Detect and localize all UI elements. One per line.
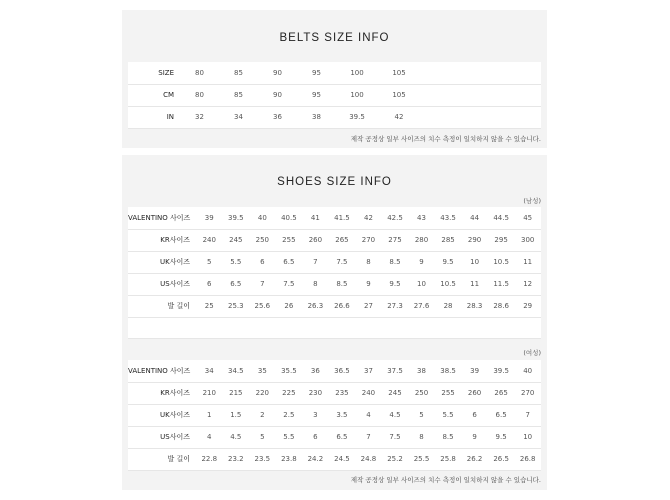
- table-row: [128, 360, 541, 382]
- table-cell: 7: [514, 404, 541, 426]
- table-cell: 10.5: [435, 273, 462, 295]
- table-cell: 11: [461, 273, 488, 295]
- table-cell: 2.5: [276, 404, 303, 426]
- table-row: [128, 62, 541, 84]
- table-cell: 36.5: [329, 360, 356, 382]
- table-cell: 26.8: [514, 448, 541, 470]
- table-cell: 8: [408, 426, 435, 448]
- table-cell: 22.8: [196, 448, 223, 470]
- table-cell: 265: [488, 382, 515, 404]
- table-cell: 8.5: [435, 426, 462, 448]
- row-label: KR사이즈: [128, 382, 196, 404]
- table-cell: 9: [461, 426, 488, 448]
- table-cell: 270: [514, 382, 541, 404]
- table-row: [128, 295, 541, 317]
- row-label: UK사이즈: [128, 251, 196, 273]
- row-label: SIZE: [128, 62, 180, 84]
- table-cell: 34.5: [223, 360, 250, 382]
- table-cell: 44.5: [488, 207, 515, 229]
- table-cell: 38.5: [435, 360, 462, 382]
- table-cell: 80: [180, 62, 219, 84]
- table-cell: 39: [196, 207, 223, 229]
- table-cell: 9: [408, 251, 435, 273]
- table-cell: 230: [302, 382, 329, 404]
- table-cell: 90: [258, 84, 297, 106]
- table-cell: 25.2: [382, 448, 409, 470]
- table-row: [128, 207, 541, 229]
- table-cell: 6: [302, 426, 329, 448]
- shoes-size-panel: [122, 155, 547, 490]
- table-cell: 280: [408, 229, 435, 251]
- table-cell: 27.6: [408, 295, 435, 317]
- table-cell: 28.6: [488, 295, 515, 317]
- table-spacer: [128, 317, 541, 339]
- table-cell: 240: [196, 229, 223, 251]
- table-cell: 2: [249, 404, 276, 426]
- table-cell: 23.5: [249, 448, 276, 470]
- table-cell: 41.5: [329, 207, 356, 229]
- row-label: KR사이즈: [128, 229, 196, 251]
- row-label: US사이즈: [128, 273, 196, 295]
- table-cell: 5.5: [276, 426, 303, 448]
- table-cell: 6.5: [488, 404, 515, 426]
- table-cell: 24.5: [329, 448, 356, 470]
- table-row: [128, 251, 541, 273]
- table-cell: 9.5: [382, 273, 409, 295]
- table-cell: 95: [297, 84, 336, 106]
- table-cell: 220: [249, 382, 276, 404]
- table-cell: 85: [219, 84, 258, 106]
- table-cell: 235: [329, 382, 356, 404]
- table-cell: 240: [355, 382, 382, 404]
- table-cell: 43.5: [435, 207, 462, 229]
- table-cell: 36: [258, 106, 297, 128]
- table-cell: 10: [408, 273, 435, 295]
- table-cell: 39.5: [223, 207, 250, 229]
- table-cell: 34: [219, 106, 258, 128]
- table-cell: 42: [355, 207, 382, 229]
- table-cell: 4.5: [223, 426, 250, 448]
- belts-title: BELTS SIZE INFO: [279, 32, 390, 44]
- men-label: (남성): [523, 197, 541, 205]
- table-cell: 100: [336, 84, 378, 106]
- row-label: VALENTINO 사이즈: [128, 207, 196, 229]
- table-cell: 4: [355, 404, 382, 426]
- table-cell: 250: [249, 229, 276, 251]
- table-cell: 41: [302, 207, 329, 229]
- table-cell: 6: [461, 404, 488, 426]
- belts-note: 제작 공정상 일부 사이즈의 치수 측정이 일치하지 않을 수 있습니다.: [350, 135, 541, 143]
- table-cell: 37: [355, 360, 382, 382]
- table-cell: 40: [514, 360, 541, 382]
- table-cell: 29: [514, 295, 541, 317]
- table-cell: 28.3: [461, 295, 488, 317]
- table-cell-empty: [420, 62, 541, 84]
- table-cell-empty: [420, 84, 541, 106]
- table-cell: 10: [461, 251, 488, 273]
- table-cell: 8: [355, 251, 382, 273]
- table-cell: 105: [378, 62, 420, 84]
- table-cell: 215: [223, 382, 250, 404]
- table-cell: 40.5: [276, 207, 303, 229]
- table-cell: 295: [488, 229, 515, 251]
- table-cell: 7: [249, 273, 276, 295]
- table-cell: 25: [196, 295, 223, 317]
- table-cell: 5: [249, 426, 276, 448]
- table-cell: 7: [302, 251, 329, 273]
- table-cell: 11.5: [488, 273, 515, 295]
- table-cell: 44: [461, 207, 488, 229]
- table-cell: 40: [249, 207, 276, 229]
- table-cell-empty: [420, 106, 541, 128]
- table-cell: 4: [196, 426, 223, 448]
- table-cell: 25.8: [435, 448, 462, 470]
- row-label: IN: [128, 106, 180, 128]
- table-cell: 5: [196, 251, 223, 273]
- table-cell: 26.6: [329, 295, 356, 317]
- table-cell: 5.5: [223, 251, 250, 273]
- men-shoe-size-table: [128, 207, 541, 318]
- table-cell: 32: [180, 106, 219, 128]
- table-cell: 255: [435, 382, 462, 404]
- table-cell: 25.6: [249, 295, 276, 317]
- table-cell: 27: [355, 295, 382, 317]
- table-cell: 260: [461, 382, 488, 404]
- table-cell: 5: [408, 404, 435, 426]
- women-shoe-size-table: [128, 360, 541, 471]
- table-cell: 26.5: [488, 448, 515, 470]
- table-cell: 4.5: [382, 404, 409, 426]
- table-row: [128, 229, 541, 251]
- table-cell: 100: [336, 62, 378, 84]
- row-label: US사이즈: [128, 426, 196, 448]
- table-cell: 9.5: [435, 251, 462, 273]
- table-cell: 8.5: [329, 273, 356, 295]
- table-cell: 6.5: [276, 251, 303, 273]
- table-cell: 8.5: [382, 251, 409, 273]
- table-cell: 28: [435, 295, 462, 317]
- table-cell: 6.5: [329, 426, 356, 448]
- table-cell: 7.5: [276, 273, 303, 295]
- table-cell: 10.5: [488, 251, 515, 273]
- table-row: [128, 404, 541, 426]
- row-label: CM: [128, 84, 180, 106]
- table-cell: 24.8: [355, 448, 382, 470]
- table-cell: 95: [297, 62, 336, 84]
- table-cell: 43: [408, 207, 435, 229]
- table-cell: 3.5: [329, 404, 356, 426]
- table-cell: 1.5: [223, 404, 250, 426]
- table-cell: 9.5: [488, 426, 515, 448]
- table-cell: 300: [514, 229, 541, 251]
- table-row: [128, 84, 541, 106]
- shoes-note: 제작 공정상 일부 사이즈의 치수 측정이 일치하지 않을 수 있습니다.: [350, 476, 541, 484]
- row-label: 발 길이: [128, 448, 196, 470]
- table-cell: 7: [355, 426, 382, 448]
- women-label: (여성): [523, 349, 541, 357]
- table-cell: 39.5: [488, 360, 515, 382]
- table-cell: 38: [297, 106, 336, 128]
- table-row: [128, 382, 541, 404]
- table-cell: 285: [435, 229, 462, 251]
- table-cell: 12: [514, 273, 541, 295]
- table-cell: 24.2: [302, 448, 329, 470]
- table-cell: 6: [249, 251, 276, 273]
- row-label: 발 길이: [128, 295, 196, 317]
- table-cell: 38: [408, 360, 435, 382]
- table-cell: 265: [329, 229, 356, 251]
- row-label: UK사이즈: [128, 404, 196, 426]
- table-cell: 26: [276, 295, 303, 317]
- table-cell: 39: [461, 360, 488, 382]
- table-cell: 42: [378, 106, 420, 128]
- table-cell: 6.5: [223, 273, 250, 295]
- table-cell: 42.5: [382, 207, 409, 229]
- table-cell: 10: [514, 426, 541, 448]
- table-cell: 35: [249, 360, 276, 382]
- table-cell: 245: [223, 229, 250, 251]
- table-row: [128, 426, 541, 448]
- table-cell: 255: [276, 229, 303, 251]
- table-cell: 7.5: [329, 251, 356, 273]
- table-cell: 27.3: [382, 295, 409, 317]
- table-cell: 35.5: [276, 360, 303, 382]
- table-cell: 34: [196, 360, 223, 382]
- table-cell: 260: [302, 229, 329, 251]
- table-cell: 1: [196, 404, 223, 426]
- table-cell: 26.2: [461, 448, 488, 470]
- table-cell: 85: [219, 62, 258, 84]
- table-cell: 80: [180, 84, 219, 106]
- table-cell: 270: [355, 229, 382, 251]
- table-cell: 23.8: [276, 448, 303, 470]
- row-label: VALENTINO 사이즈: [128, 360, 196, 382]
- table-cell: 245: [382, 382, 409, 404]
- table-cell: 275: [382, 229, 409, 251]
- table-cell: 25.3: [223, 295, 250, 317]
- table-cell: 11: [514, 251, 541, 273]
- table-cell: 90: [258, 62, 297, 84]
- table-cell: 105: [378, 84, 420, 106]
- table-cell: 210: [196, 382, 223, 404]
- belts-size-table: [128, 62, 541, 129]
- belts-size-panel: [122, 10, 547, 148]
- table-cell: 3: [302, 404, 329, 426]
- table-cell: 225: [276, 382, 303, 404]
- table-cell: 45: [514, 207, 541, 229]
- table-cell: 5.5: [435, 404, 462, 426]
- table-cell: 39.5: [336, 106, 378, 128]
- table-cell: 26.3: [302, 295, 329, 317]
- table-cell: 7.5: [382, 426, 409, 448]
- table-row: [128, 448, 541, 470]
- table-cell: 25.5: [408, 448, 435, 470]
- table-cell: 6: [196, 273, 223, 295]
- table-cell: 37.5: [382, 360, 409, 382]
- shoes-title: SHOES SIZE INFO: [277, 176, 392, 188]
- table-cell: 8: [302, 273, 329, 295]
- table-cell: 9: [355, 273, 382, 295]
- table-cell: 23.2: [223, 448, 250, 470]
- table-cell: 250: [408, 382, 435, 404]
- table-cell: 36: [302, 360, 329, 382]
- table-row: [128, 106, 541, 128]
- table-row: [128, 273, 541, 295]
- table-cell: 290: [461, 229, 488, 251]
